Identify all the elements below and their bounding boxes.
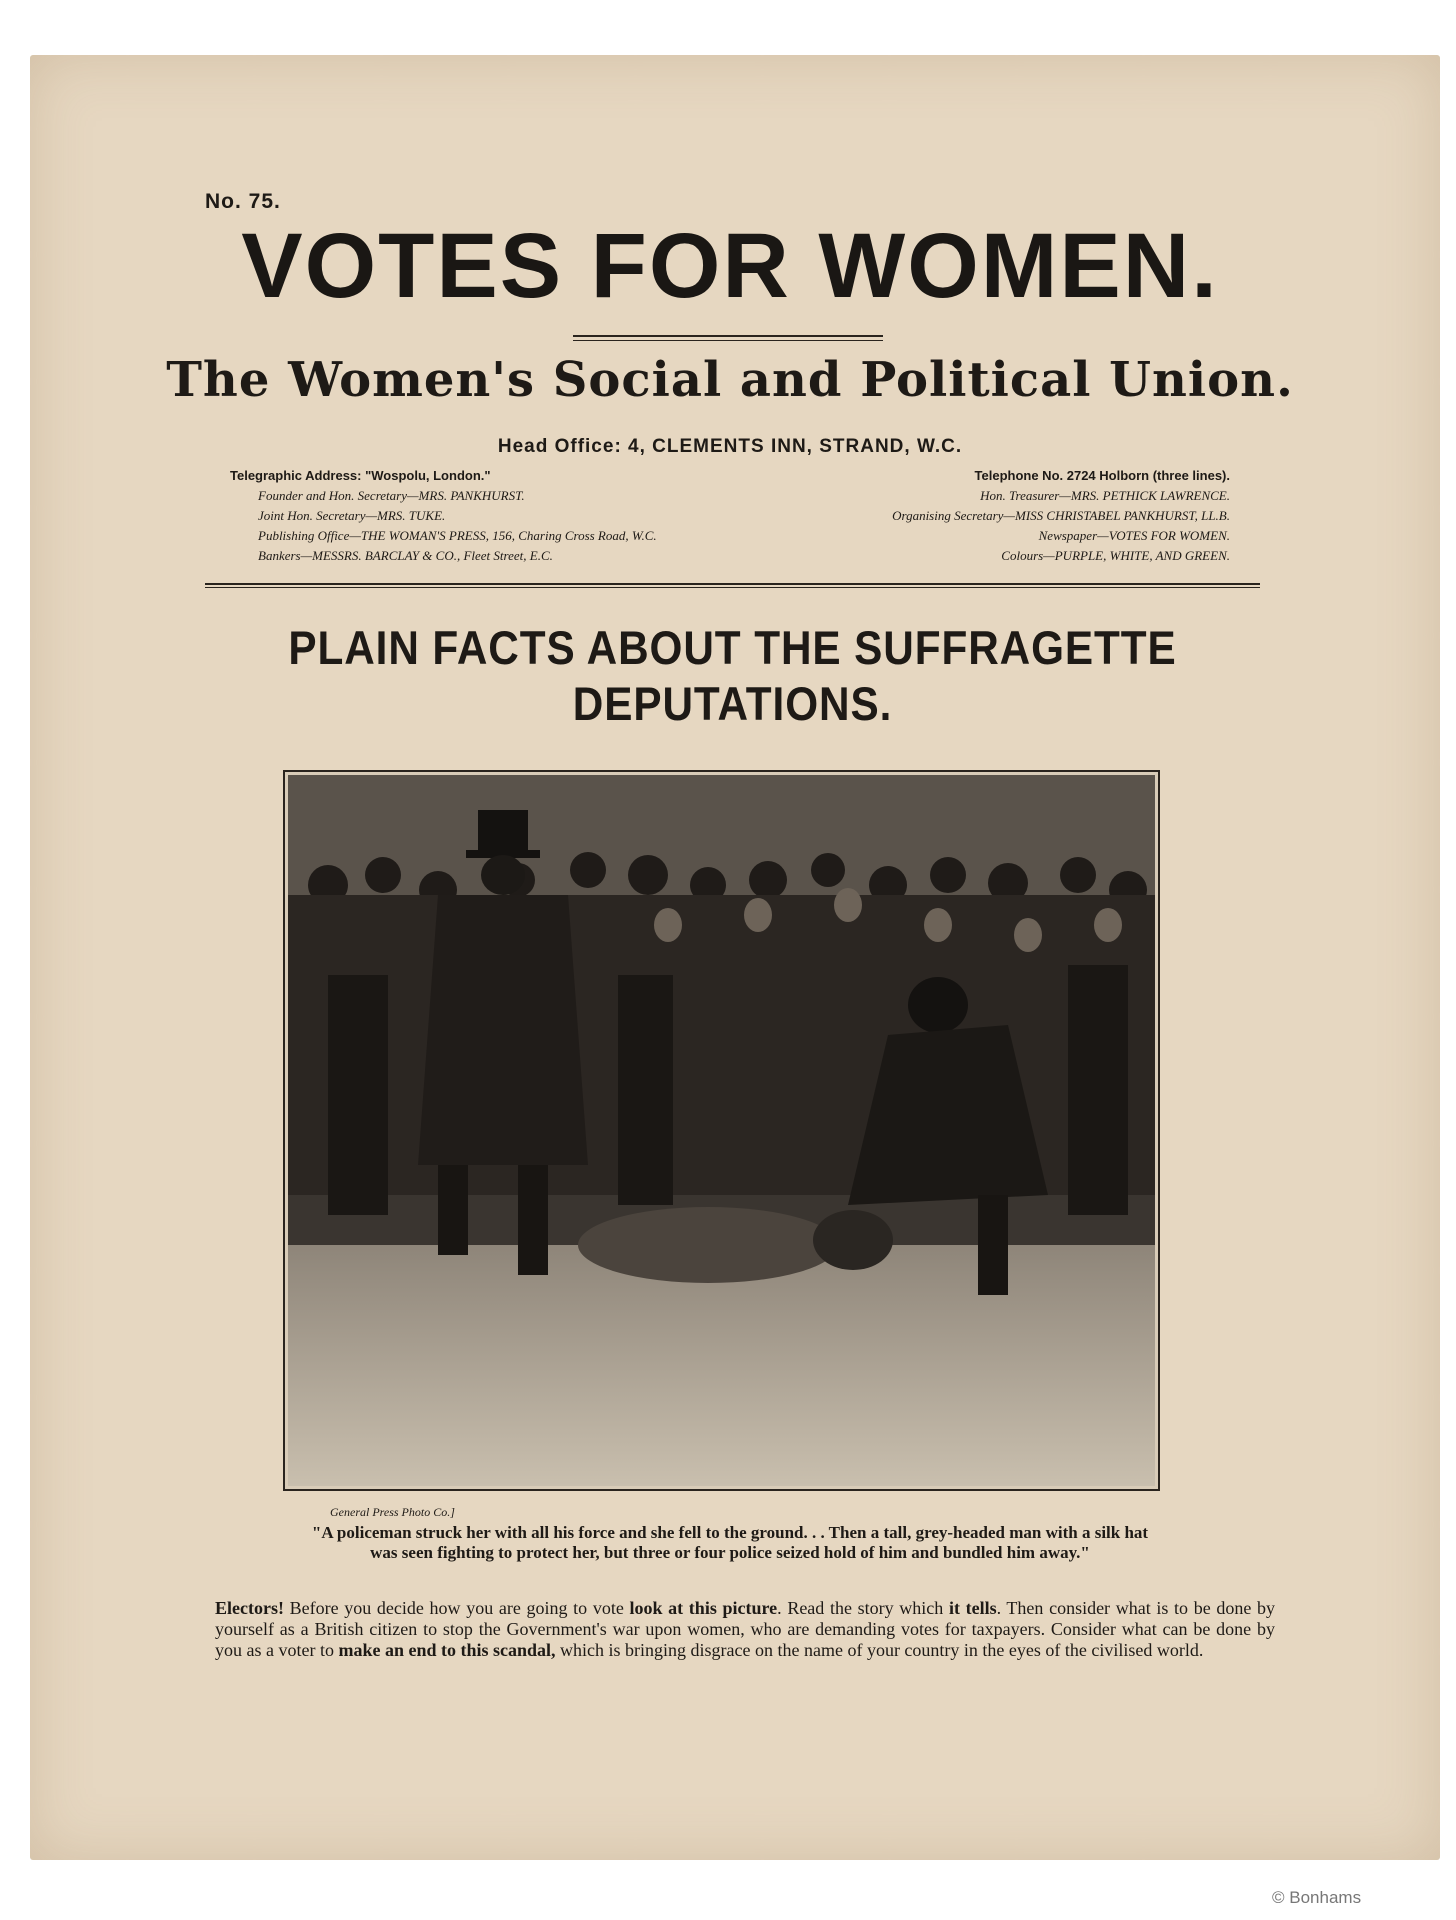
appeal-text-2: . Read the story which	[777, 1598, 949, 1618]
telegraphic-address: Telegraphic Address: "Wospolu, London."	[230, 468, 491, 483]
electors-appeal	[215, 1598, 1275, 1661]
treasurer-line: Hon. Treasurer—MRS. PETHICK LAWRENCE.	[980, 488, 1230, 503]
newspaper-line: Newspaper—VOTES FOR WOMEN.	[1038, 528, 1230, 543]
officers-left-column	[230, 466, 790, 566]
founder-line: Founder and Hon. Secretary—MRS. PANKHURST.	[258, 488, 525, 503]
appeal-bold-3: make an end to this scandal,	[338, 1640, 556, 1660]
colours-line: Colours—PURPLE, WHITE, AND GREEN.	[1001, 548, 1230, 563]
issue-number: No. 75.	[205, 190, 281, 213]
photo-caption: "A policeman struck her with all his force and she fell to the ground. . . Then a tall, grey-headed man with a silk hat was seen fighting to protect her, but three or four police seized hold of him and bundled him away."	[311, 1523, 1149, 1562]
telephone-line: Telephone No. 2724 Holborn (three lines).	[974, 468, 1230, 483]
headline	[258, 620, 1208, 732]
publishing-office-line: Publishing Office—THE WOMAN'S PRESS, 156, Charing Cross Road, W.C.	[258, 528, 657, 543]
headline-line-2: DEPUTATIONS.	[572, 677, 893, 730]
photo-credit: General Press Photo Co.]	[330, 1505, 455, 1519]
appeal-text-1: Before you decide how you are going to vote	[283, 1598, 630, 1618]
appeal-text-4: which is bringing disgrace on the name of your country in the eyes of the civilised world.	[555, 1640, 1204, 1660]
organising-secretary-line: Organising Secretary—MISS CHRISTABEL PANKHURST, LL.B.	[892, 508, 1230, 523]
appeal-lead: Electors!	[215, 1598, 284, 1618]
union-name: The Women's Social and Political Union.	[166, 352, 1294, 408]
news-photograph	[283, 770, 1160, 1491]
officers-right-column	[770, 466, 1230, 566]
masthead-divider	[573, 335, 883, 341]
photograph-illustration	[288, 775, 1155, 1486]
copyright-notice: © Bonhams	[1272, 1888, 1362, 1907]
header-divider	[205, 583, 1260, 588]
bankers-line: Bankers—MESSRS. BARCLAY & CO., Fleet Street, E.C.	[258, 548, 553, 563]
appeal-text-3: . Then consider what is to be done by yourself as a British citizen to stop the Government's war upon women, who are demanding votes for taxpayers. Consider what can be done by you as a voter to	[215, 1598, 1275, 1660]
headline-line-1: PLAIN FACTS ABOUT THE SUFFRAGETTE	[288, 621, 1177, 674]
appeal-bold-1: look at this picture	[629, 1598, 778, 1618]
appeal-bold-2: it tells	[948, 1598, 997, 1618]
joint-secretary-line: Joint Hon. Secretary—MRS. TUKE.	[258, 508, 446, 523]
masthead-title: VOTES FOR WOMEN.	[241, 215, 1219, 317]
head-office-address: Head Office: 4, CLEMENTS INN, STRAND, W.C.	[497, 436, 963, 457]
